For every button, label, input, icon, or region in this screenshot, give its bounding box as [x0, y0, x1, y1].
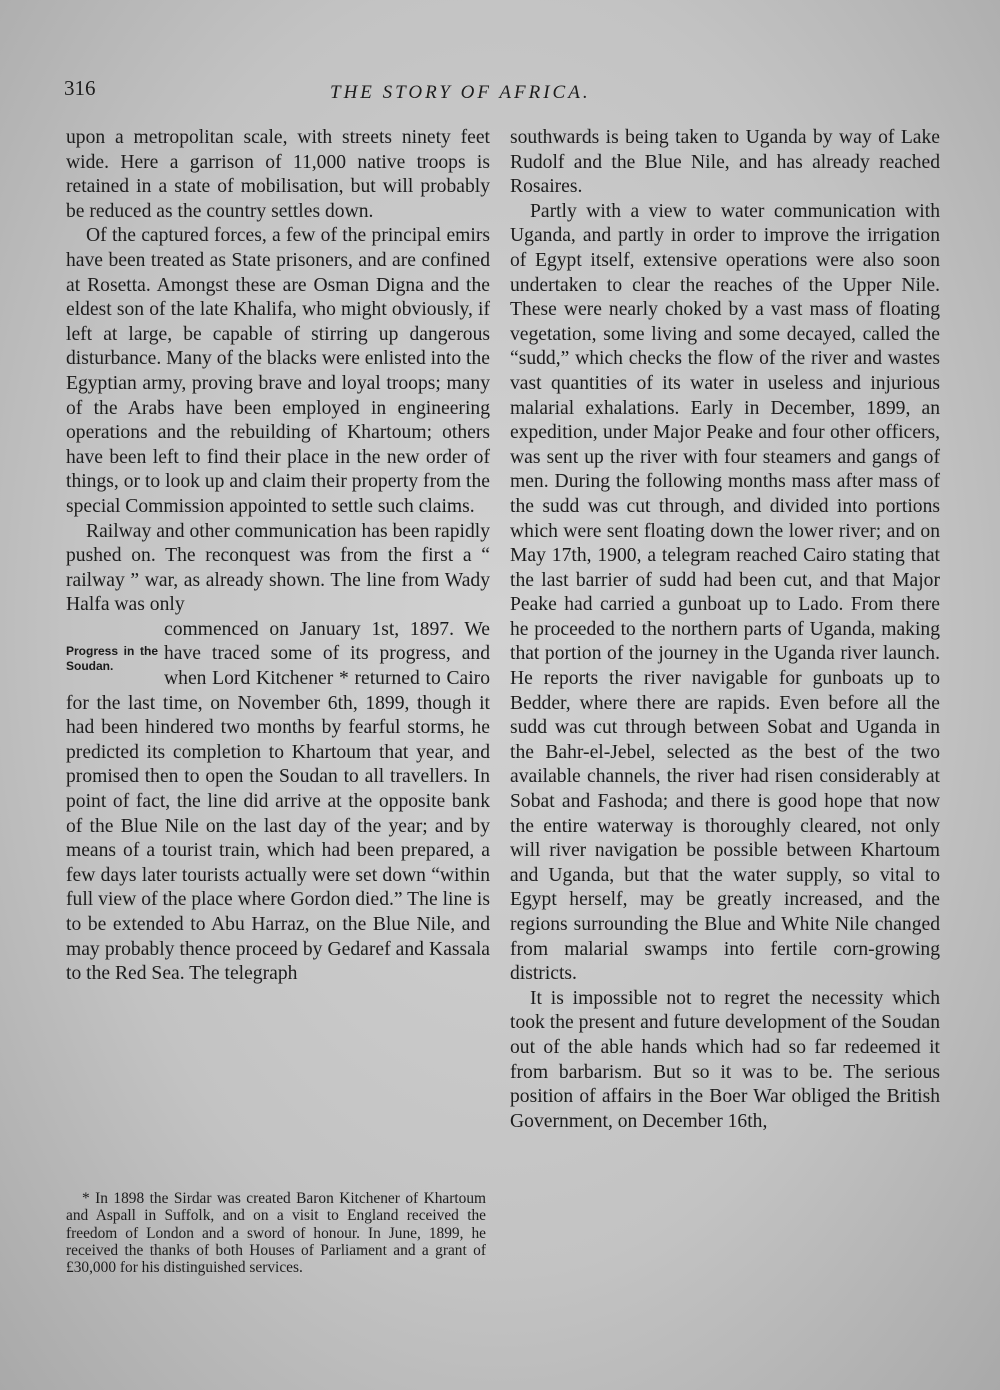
- page-number: 316: [64, 76, 96, 100]
- footnote-text: * In 1898 the Sirdar was created Baron Kitchener of Khartoum and Aspall in Suffolk, and on a visit to England received the freedom of London and a sword of honour. In June, 1899, he received the thanks of both Houses of Parliament and a grant of £30,000 for his distinguished services.: [66, 1190, 486, 1277]
- paragraph: Of the captured forces, a few of the principal emirs have been treated as State prisoners, and are confined at Rosetta. Amongst these are Osman Digna and the eldest son of the late Khalifa, who might obviously, if left at large, be capable of stirring up dangerous disturbance. Many of the blacks were enlisted into the Egyptian army, proving brave and loyal troops; many of the Arabs have been employed in engineering operations and the rebuilding of Khartoum; others have been left to find their place in the new order of things, or to look up and claim their property from the special Commission appointed to settle such claims.: [66, 225, 490, 517]
- paragraph: Partly with a view to water communication with Uganda, and partly in order to improve the irrigation of Egypt itself, extensive operations were also soon undertaken to clear the reaches of the Upper Nile. These were nearly choked by a vast mass of floating vegetation, some living and some decayed, called the “sudd,” which checks the flow of the river and wastes vast quantities of its water in useless and injurious malarial exhalations. Early in December, 1899, an expedition, under Major Peake and four other officers, was sent up the river with four steamers and gangs of men. During the following months mass after mass of the sudd was cut through, and divided into portions which were sent floating down the lower river; and on May 17th, 1900, a telegram reached Cairo stating that the last barrier of sudd had been cut, and that Major Peake had carried a gunboat up to Lado. From there he proceeded to the northern parts of Uganda, making that portion of the journey in the Uganda river launch. He reports the river navigable for gunboats up to Bedder, where there are rapids. Even before all the sudd was cut through between Sobat and Uganda in the Bahr-el-Jebel, selected as the best of the two available channels, the river had risen considerably at Sobat and Fashoda; and there is good hope that now the entire waterway is thoroughly cleared, not only will river navigation be possible between Khartoum and Uganda, but that the water supply, so vital to Egypt herself, may be greatly increased, and the regions surrounding the Blue and White Nile changed from malarial swamps into fertile corn-growing districts.: [510, 200, 940, 985]
- right-column: [510, 126, 940, 1134]
- left-column: [66, 126, 490, 987]
- footnote: [66, 1190, 486, 1276]
- marginal-note: Progress in the Soudan.: [66, 643, 158, 673]
- page-header: [0, 76, 1000, 112]
- paragraph: upon a metropolitan scale, with streets ninety feet wide. Here a garrison of 11,000 native troops is retained in a state of mobilisation, but will probably be reduced as the country settles down.: [66, 127, 490, 222]
- paragraph: Railway and other communication has been rapidly pushed on. The reconquest was from the first a “ railway ” war, as already shown. The line from Wady Halfa was only: [66, 520, 490, 616]
- running-title: THE STORY OF AFRICA.: [330, 82, 591, 103]
- paragraph-continued: commenced on January 1st, 1897. We have traced some of its progress, and when Lord Kitchener * returned to Cairo for the last time, on November 6th, 1899, though it had been hindered two months by fearful storms, he predicted its completion to Khartoum that year, and promised then to open the Soudan to all travellers. In point of fact, the line did arrive at the opposite bank of the Blue Nile on the last day of the year; and by means of a tourist train, which had been prepared, a few days later tourists actually were set down “within full view of the place where Gordon died.” The line is to be extended to Abu Harraz, on the Blue Nile, and may probably thence proceed by Gedaref and Kassala to the Red Sea. The telegraph: [66, 618, 490, 985]
- paragraph: It is impossible not to regret the necessity which took the present and future development of the Soudan out of the able hands which had so far redeemed it from barbarism. But so it was to be. The serious position of affairs in the Boer War obliged the British Government, on December 16th,: [510, 987, 940, 1132]
- paragraph: southwards is being taken to Uganda by way of Lake Rudolf and the Blue Nile, and has already reached Rosaires.: [510, 127, 940, 198]
